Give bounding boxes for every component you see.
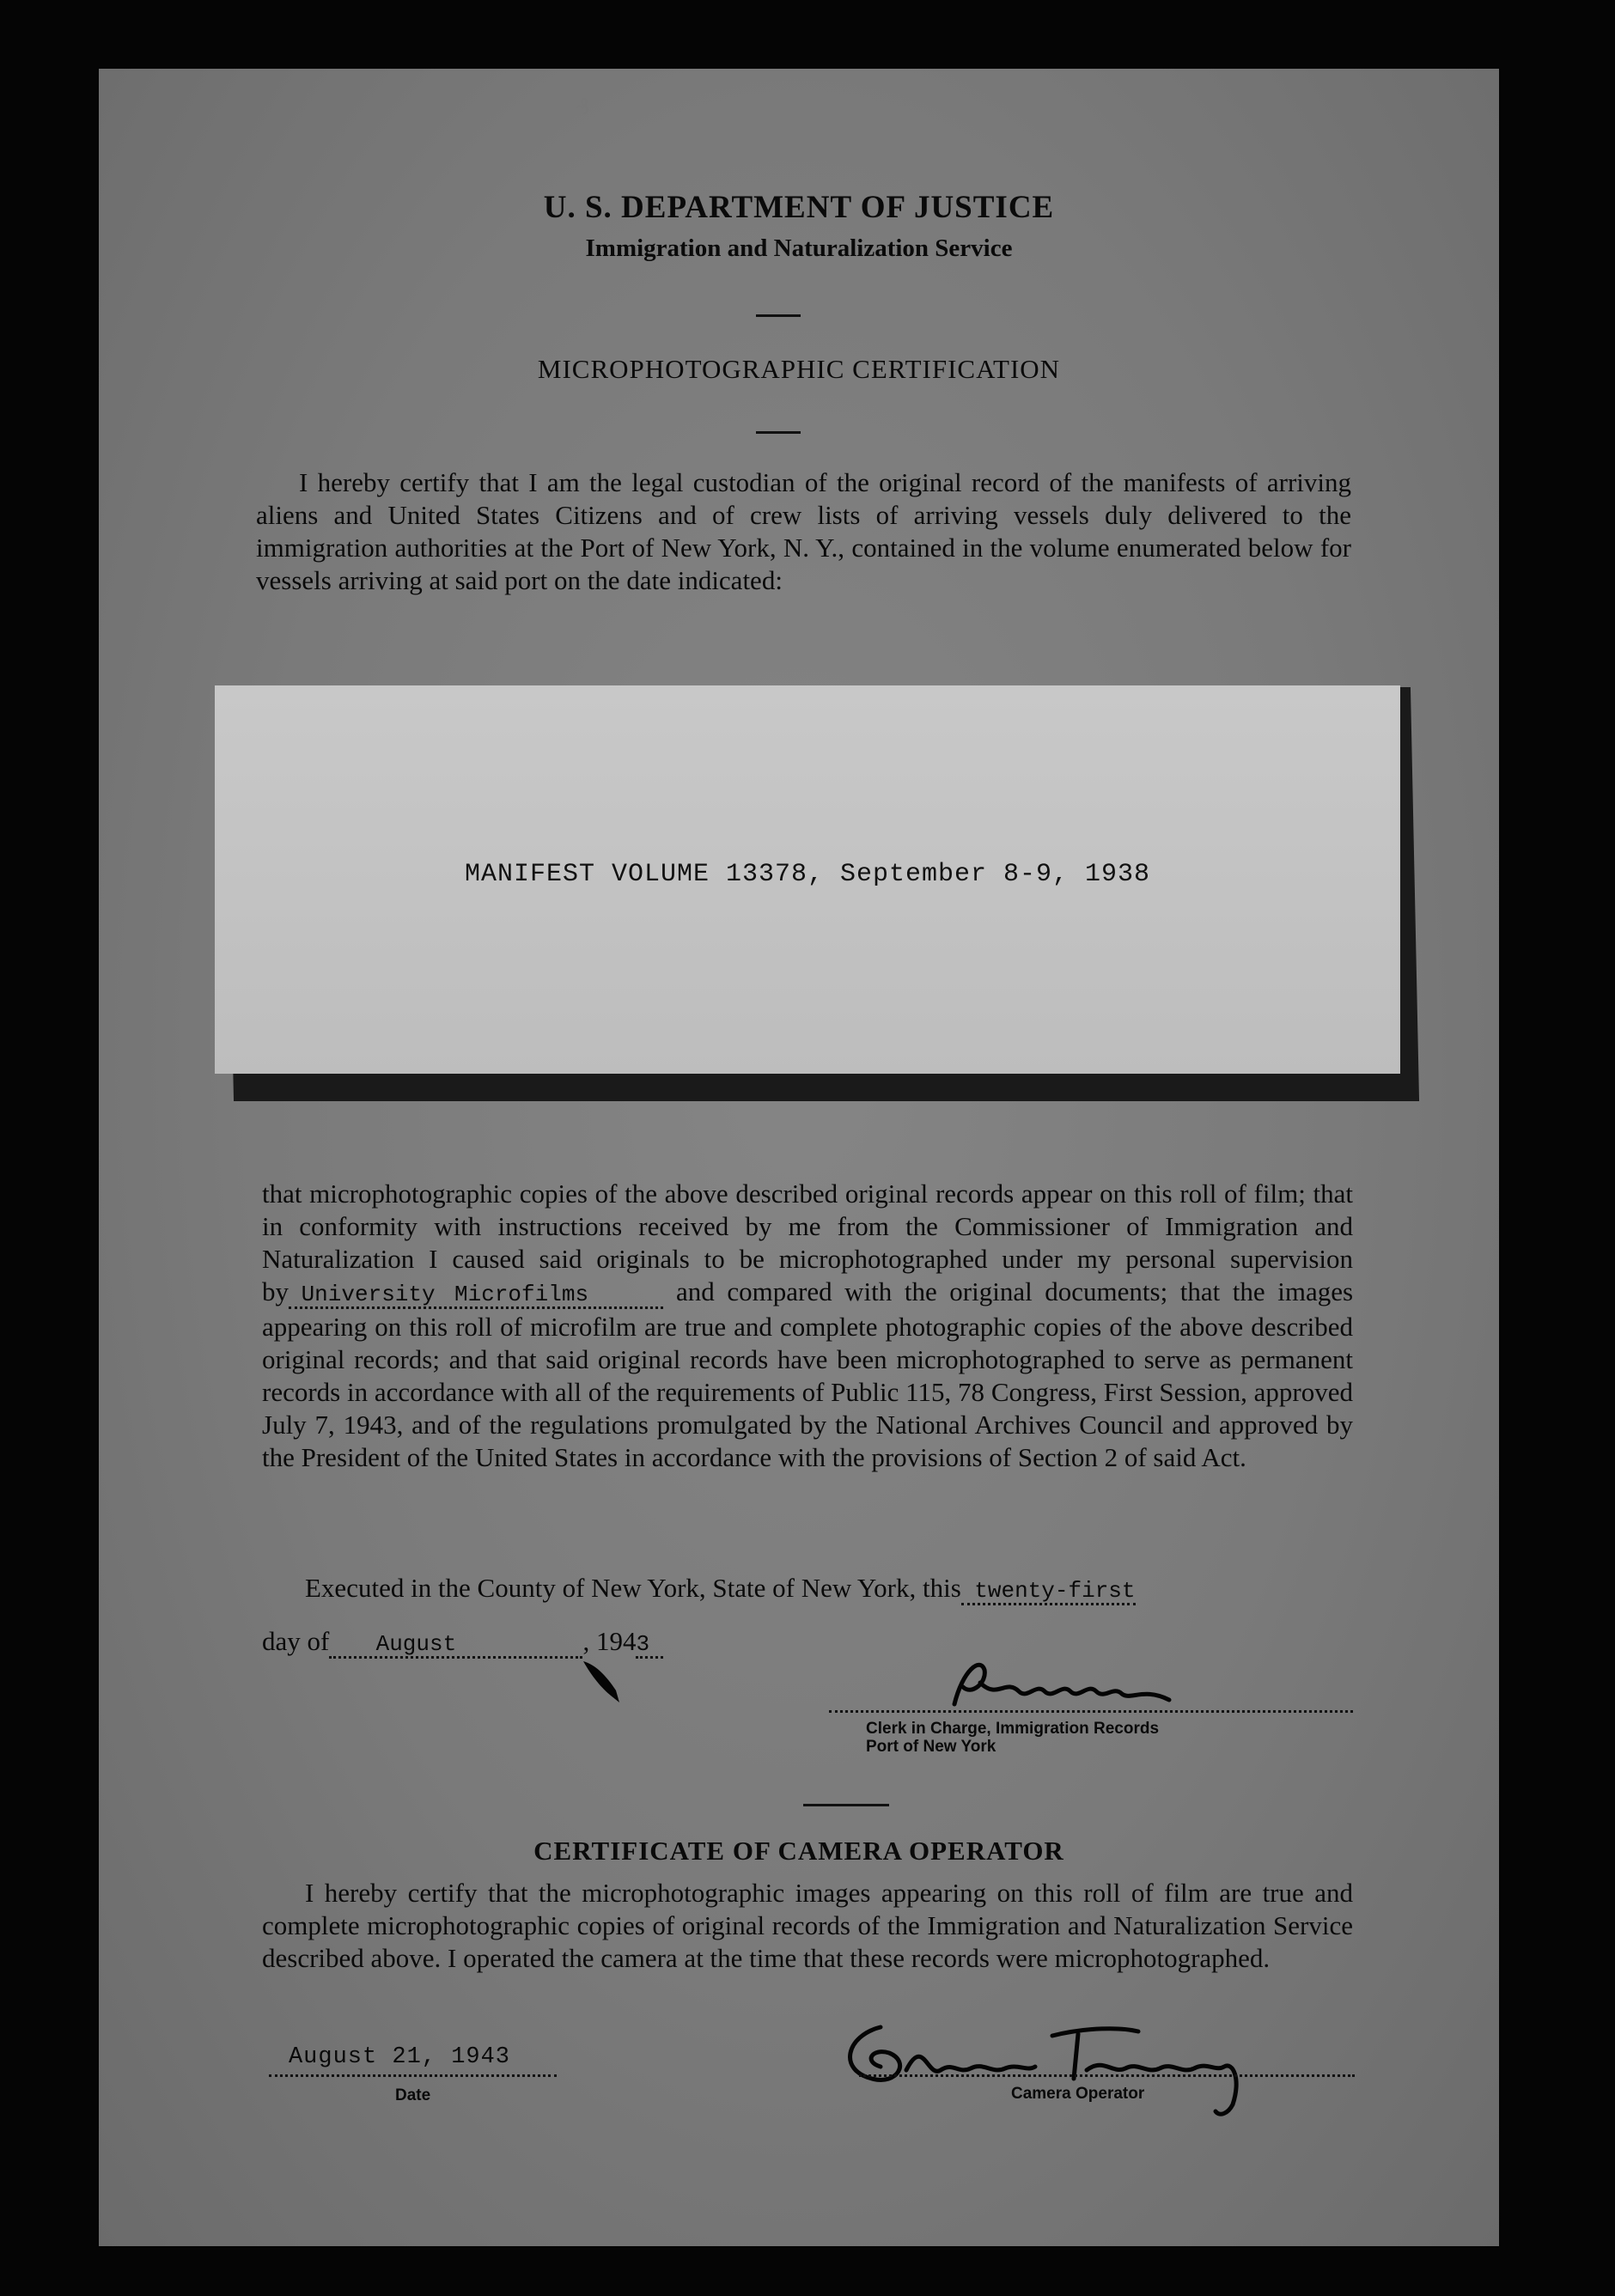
year-prefix: , 194: [582, 1626, 637, 1656]
camera-operator-title: CERTIFICATE OF CAMERA OPERATOR: [533, 1836, 1064, 1866]
execution-prefix: Executed in the County of New York, State of New York, this: [305, 1573, 961, 1603]
month-value: August: [375, 1631, 457, 1657]
divider-rule: [756, 431, 801, 434]
film-speck-mark: ₰: [576, 94, 590, 120]
clerk-signature: [946, 1653, 1178, 1713]
date-signature-line: [269, 2074, 557, 2077]
operator-signature-line: [859, 2074, 1355, 2077]
certification-body-paragraph: [262, 1178, 1353, 1474]
ink-blot-mark: [580, 1658, 623, 1705]
month-field: [329, 1626, 582, 1659]
volume-card: [215, 685, 1400, 1074]
service-subheading: Immigration and Naturalization Service: [585, 234, 1013, 262]
custodian-paragraph: I hereby certify that I am the legal custodian of the original record of the manifests of arriving aliens and United States Citizens and of crew lists of arriving vessels duly delivered to the immigration authorities at the Port of New York, N. Y., contained in the volume enumerated below for vessels arriving at said port on the date indicated:: [256, 467, 1351, 595]
year-field: [636, 1626, 662, 1659]
divider-rule: [756, 314, 801, 317]
camera-operator-label: Camera Operator: [1011, 2085, 1145, 2103]
operator-date-value: August 21, 1943: [288, 2044, 511, 2070]
clerk-title-line1: Clerk in Charge, Immigration Records: [866, 1720, 1160, 1738]
day-value: twenty-first: [974, 1578, 1136, 1604]
camera-operator-paragraph: I hereby certify that the microphotographic images appearing on this roll of film are true and complete microphotographic copies of original records of the Immigration and Naturalization Service described above. I operated the camera at the time that these records were microphotographed.: [262, 1878, 1353, 1973]
year-digit: 3: [636, 1631, 650, 1657]
filmed-by-field: [289, 1276, 663, 1309]
divider-rule: [803, 1804, 889, 1806]
day-of-label: day of: [262, 1626, 330, 1656]
body-text-part2: and compared with the original documents; that the images appearing on this roll of microfilm are true and complete photographic copies of the above described original records; and that said original records have been microphotographed to serve as permanent records in accordance with all of the requirements of Public 115, 78 Congress, First Session, approved July 7, 1943, and of the regulations promulgated by the National Archives Council and approved by the President of the United States in accordance with the provisions of Section 2 of said Act.: [262, 1276, 1354, 1472]
day-field: [961, 1573, 1136, 1605]
body-text-part1: that microphotographic copies of the above described original records appear on this roll of film; that in conformity with instructions received by me from the Commissioner of Immigration and Naturalization I caused said originals to be microphotographed under my personal supervision by: [262, 1178, 1353, 1306]
department-heading: U. S. DEPARTMENT OF JUSTICE: [543, 190, 1055, 225]
month-year-line: [262, 1626, 663, 1657]
clerk-signature-line: [829, 1710, 1353, 1713]
execution-line: [262, 1573, 1353, 1604]
clerk-title-line2: Port of New York: [866, 1738, 996, 1756]
date-label: Date: [395, 2086, 431, 2104]
clerk-title-block: [866, 1720, 1159, 1756]
certification-title: MICROPHOTOGRAPHIC CERTIFICATION: [537, 354, 1061, 384]
camera-operator-signature: [829, 2010, 1293, 2122]
certificate-page: [99, 69, 1499, 2246]
manifest-volume-label: MANIFEST VOLUME 13378, September 8-9, 1938: [464, 860, 1151, 889]
filmed-by-value: University Microfilms: [301, 1282, 589, 1307]
